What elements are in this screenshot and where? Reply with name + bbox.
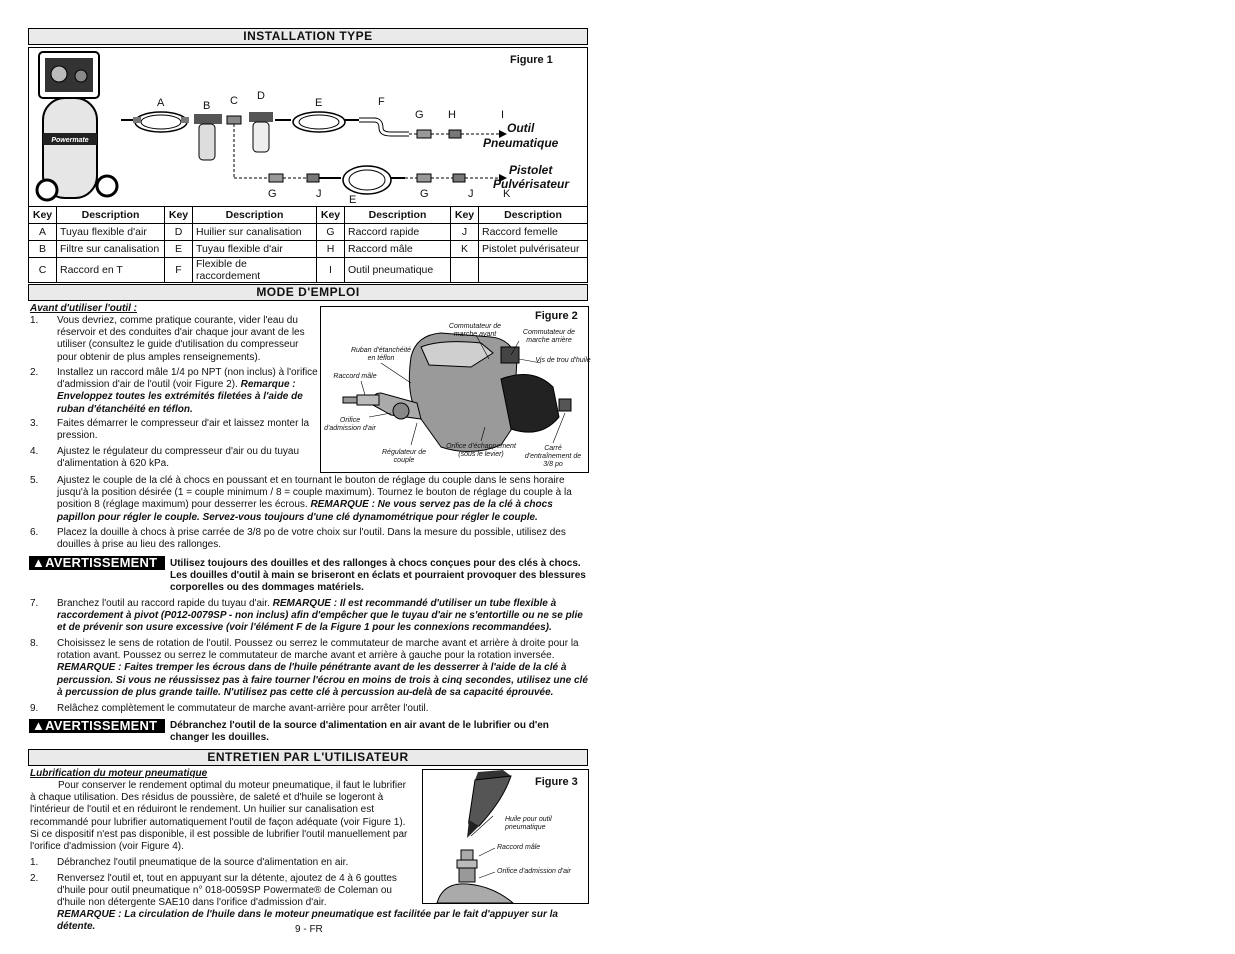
warning-triangle-icon: ▲ xyxy=(32,555,46,570)
description-header: Description xyxy=(57,207,165,224)
step-number: 4. xyxy=(30,446,39,457)
step-note: Remarque : Enveloppez toutes les extrémités filetées à l'aide de ruban d'étanchéité en téflon. xyxy=(57,379,303,415)
label-orifice-admission: Orifice d'admission d'air xyxy=(324,417,376,432)
key-header: Key xyxy=(29,207,57,224)
figure-2 xyxy=(320,306,589,473)
warning-text: Utilisez toujours des douilles et des rallonges à chocs conçues pour des clés à chocs. Les douilles d'outil à main se briseront en éclats et pourraient provoquer des blessures corporelles ou des dommages matériels. xyxy=(170,558,586,594)
table-cell-key: C xyxy=(29,258,57,283)
diagram-letter-e: E xyxy=(315,97,323,109)
table-cell-description: Raccord femelle xyxy=(479,224,588,241)
step-number: 6. xyxy=(30,527,39,538)
step-number: 8. xyxy=(30,638,39,649)
diagram-letter-g-top: G xyxy=(415,109,424,121)
key-header: Key xyxy=(317,207,345,224)
step-text: Choisissez le sens de rotation de l'outil. Poussez ou serrez le commutateur de marche avant et arrière à droite pour la rotation avant. Poussez ou serrez le commutateur de marche avant et arrière à gauche pour la rotation inversée. xyxy=(57,638,579,662)
step-note: REMARQUE : Faites tremper les écrous dans de l'huile pénétrante avant de les desserrer à l'aide de la clé à percussion. Si vous ne réussissez pas à faire tourner l'écrou en moins de trois à cinq secondes, utilisez une clé à percussion de plus grande taille. N'utilisez pas cette clé à percussion au-delà de sa capacité éprouvée. xyxy=(57,662,588,698)
step-note: REMARQUE : Ne vous servez pas de la clé à chocs papillon pour régler le couple. Servez-vous toujours d'une clé dynamométrique pour régler le couple. xyxy=(57,499,553,523)
page-number: 9 - FR xyxy=(295,924,323,935)
warning-badge-label: AVERTISSEMENT xyxy=(45,718,158,733)
step-text: Installez un raccord mâle 1/4 po NPT (non inclus) à l'orifice d'admission d'air de l'outil (voir Figure 2). xyxy=(57,367,318,391)
table-cell-key: K xyxy=(451,241,479,258)
step-number: 5. xyxy=(30,475,39,486)
diagram-letter-j-2: J xyxy=(468,188,474,200)
entretien-subtitle: Lubrification du moteur pneumatique xyxy=(30,768,208,779)
step-number: 1. xyxy=(30,315,39,326)
entretien-intro: Pour conserver le rendement optimal du moteur pneumatique, il faut le lubrifier à chaque utilisation. Des résidus de poussière, de saleté et d'huile se logeront à l'intérieur de l'outil et en réduiront le rendement. Un huilier sur canalisation est recommandé pour lubrifier automatiquement l'outil de façon adéquate (voir Figure 1). Si ce dispositif n'est pas disponible, il est possible de lubrifier l'outil manuellement par l'orifice d'admission (voir Figure 4). xyxy=(30,780,408,853)
table-cell-description: Filtre sur canalisation xyxy=(57,241,165,258)
diagram-letter-j-1: J xyxy=(316,188,322,200)
step-number: 9. xyxy=(30,703,39,714)
step-number: 7. xyxy=(30,598,39,609)
warning-text: Débranchez l'outil de la source d'alimentation en air avant de le lubrifier ou d'en changer les douilles. xyxy=(170,720,549,744)
table-cell-key: F xyxy=(165,258,193,283)
diagram-letter-g-bottom-1: G xyxy=(268,188,277,200)
outil-label-line2: Pneumatique xyxy=(483,136,559,150)
figure-3 xyxy=(422,769,589,904)
table-row xyxy=(29,224,588,241)
warning-triangle-icon: ▲ xyxy=(32,718,46,733)
step-text: Ajustez le couple de la clé à chocs en poussant et en tournant le bouton de réglage du couple dans le sens horaire jusqu'à la position désirée (1 = couple minimum / 8 = couple maximum). Tournez le bouton de réglage du couple à la position 8 (réglage maximum) pour desserrer les écrous. xyxy=(57,475,572,511)
table-cell-key: J xyxy=(451,224,479,241)
entretien-section-title: ENTRETIEN PAR L'UTILISATEUR xyxy=(28,749,588,766)
table-cell-description: Raccord en T xyxy=(57,258,165,283)
table-cell-key: B xyxy=(29,241,57,258)
figure-3-label: Figure 3 xyxy=(535,776,578,788)
step-number: 3. xyxy=(30,418,39,429)
label-commutateur-avant: Commutateur de marche avant xyxy=(448,323,502,338)
compressor-illustration xyxy=(37,52,117,200)
step-note: REMARQUE : La circulation de l'huile dans le moteur pneumatique est facilitée par le fait d'appuyer sur la détente. xyxy=(57,909,558,933)
step-text: Faites démarrer le compresseur d'air et laissez monter la pression. xyxy=(57,418,310,442)
step-block xyxy=(57,367,319,416)
description-header: Description xyxy=(345,207,451,224)
label-commutateur-arriere: Commutateur de marche arrière xyxy=(522,329,576,344)
warning-badge xyxy=(29,556,165,570)
table-row xyxy=(29,241,588,258)
step-number: 2. xyxy=(30,367,39,378)
diagram-letter-k: K xyxy=(503,188,511,200)
step-note: REMARQUE : Il est recommandé d'utiliser un tube flexible à raccordement à pivot (P012-0079SP - non inclus) afin d'empêcher que le tuyau d'air ne s'entortille ou ne se plie et de prévenir son usure excessive (voir l'élément F de la Figure 1 pour les connexions recommandées). xyxy=(57,598,583,634)
label-orifice-echappement: Orifice d'échappement (sous le levier) xyxy=(446,443,516,458)
table-cell-description xyxy=(479,258,588,283)
figure-1-label: Figure 1 xyxy=(510,54,553,66)
step-text: Renversez l'outil et, tout en appuyant sur la détente, ajoutez de 4 à 6 gouttes d'huile pour outil pneumatique n° 018-0059SP Powermate® de Coleman ou d'huile non détergente SAE10 dans l'orifice d'admission d'air. xyxy=(57,873,397,909)
label-ruban-teflon: Ruban d'étanchéité en téflon xyxy=(350,347,412,362)
step-number: 2. xyxy=(30,873,39,884)
pistolet-label-line2: Pulvérisateur xyxy=(493,177,570,191)
label-raccord-male-fig3: Raccord mâle xyxy=(497,844,541,851)
diagram-letter-g-bottom-2: G xyxy=(420,188,429,200)
table-cell-key: A xyxy=(29,224,57,241)
label-orifice-fig3: Orifice d'admission d'air xyxy=(497,868,571,875)
table-cell-key: G xyxy=(317,224,345,241)
step-text: Ajustez le régulateur du compresseur d'air ou du tuyau d'alimentation à 620 kPa. xyxy=(57,446,300,470)
table-cell-key: I xyxy=(317,258,345,283)
diagram-letter-d: D xyxy=(257,90,265,102)
diagram-letter-i: I xyxy=(501,109,505,121)
step-text: Débranchez l'outil pneumatique de la source d'alimentation en air. xyxy=(57,857,349,868)
table-cell-description: Flexible de raccordement xyxy=(193,258,317,283)
diagram-letter-e-bottom: E xyxy=(349,194,357,206)
step-text: Vous devriez, comme pratique courante, vider l'eau du réservoir et des conduites d'air chaque jour avant de les utiliser (consultez le guide d'utilisation du compresseur pour obtenir de plus amples renseignements). xyxy=(57,315,305,363)
table-cell-key: H xyxy=(317,241,345,258)
warning-badge-label: AVERTISSEMENT xyxy=(45,555,158,570)
diagram-letter-f: F xyxy=(378,96,385,108)
mode-subtitle: Avant d'utiliser l'outil : xyxy=(30,303,137,314)
key-table xyxy=(28,206,588,283)
table-cell-description: Pistolet pulvérisateur xyxy=(479,241,588,258)
table-row xyxy=(29,258,588,283)
table-cell-description: Tuyau flexible d'air xyxy=(57,224,165,241)
table-cell-description: Raccord mâle xyxy=(345,241,451,258)
figure-1 xyxy=(28,47,588,207)
label-regulateur-couple: Régulateur de couple xyxy=(382,449,426,464)
installation-section-title: INSTALLATION TYPE xyxy=(28,28,588,45)
step-block xyxy=(57,475,590,524)
diagram-letter-h: H xyxy=(448,109,456,121)
diagram-letter-a: A xyxy=(157,97,165,109)
diagram-letter-b: B xyxy=(203,100,211,112)
table-cell-description: Tuyau flexible d'air xyxy=(193,241,317,258)
warning-badge xyxy=(29,719,165,733)
figure-2-label: Figure 2 xyxy=(535,310,578,322)
label-huile-outil: Huile pour outil pneumatique xyxy=(505,816,552,831)
table-cell-description: Outil pneumatique xyxy=(345,258,451,283)
table-cell-key: D xyxy=(165,224,193,241)
label-raccord-male: Raccord mâle xyxy=(333,373,377,380)
compressor-brand: Powermate xyxy=(51,137,89,144)
step-block xyxy=(57,638,590,699)
table-cell-description: Raccord rapide xyxy=(345,224,451,241)
key-header: Key xyxy=(451,207,479,224)
mode-section-title: MODE D'EMPLOI xyxy=(28,284,588,301)
outil-label-line1: Outil xyxy=(507,121,535,135)
step-text: Placez la douille à chocs à prise carrée de 3/8 po de votre choix sur l'outil. Dans la mesure du possible, utilisez des douilles à prise au lieu des rallonges. xyxy=(57,527,566,551)
table-cell-key xyxy=(451,258,479,283)
step-text: Branchez l'outil au raccord rapide du tuyau d'air. xyxy=(57,598,270,609)
step-text: Relâchez complètement le commutateur de marche avant-arrière pour arrêter l'outil. xyxy=(57,703,429,714)
diagram-letter-c: C xyxy=(230,95,238,107)
label-vis-trou-huile: Vis de trou d'huile xyxy=(535,357,591,364)
table-cell-description: Huilier sur canalisation xyxy=(193,224,317,241)
description-header: Description xyxy=(193,207,317,224)
key-table-header-row xyxy=(29,207,588,224)
label-carre-entrainement: Carré d'entraînement de 3/8 po xyxy=(524,445,582,468)
pistolet-label-line1: Pistolet xyxy=(509,163,553,177)
description-header: Description xyxy=(479,207,588,224)
step-block xyxy=(57,598,590,635)
table-cell-key: E xyxy=(165,241,193,258)
oil-bottle-illustration xyxy=(423,770,588,903)
key-header: Key xyxy=(165,207,193,224)
step-number: 1. xyxy=(30,857,39,868)
